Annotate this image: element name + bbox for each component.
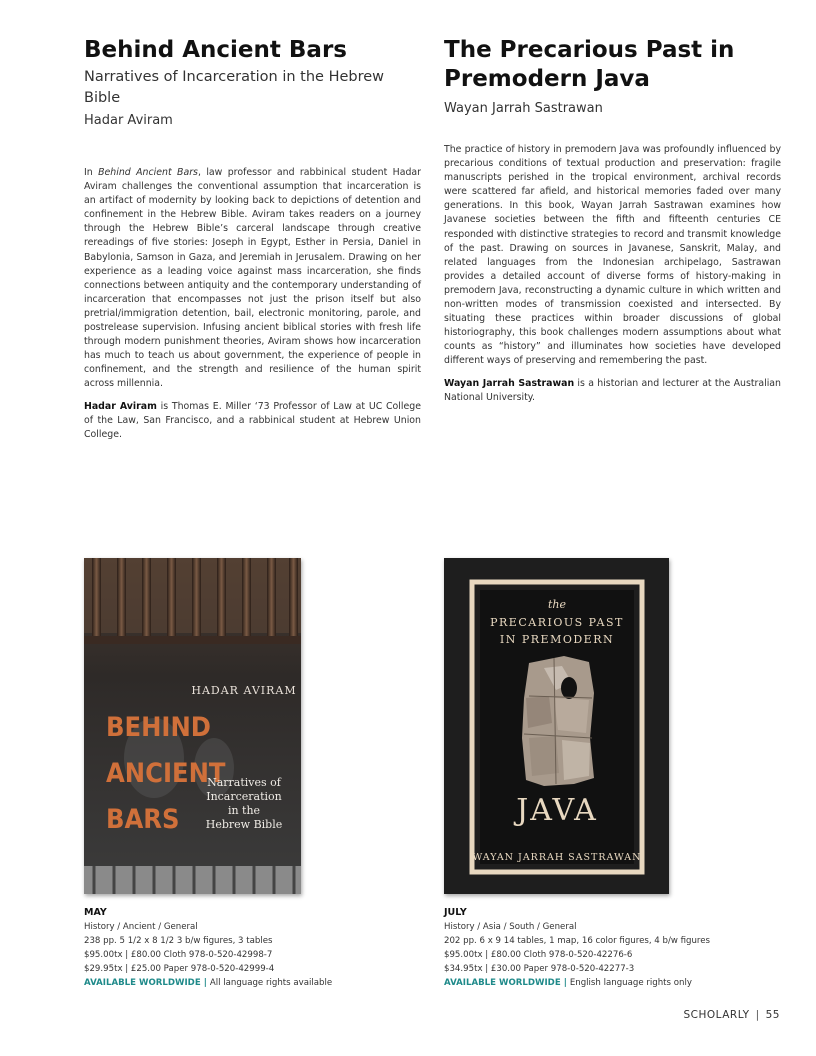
cover-art-stone-fragment bbox=[444, 558, 669, 894]
availability-line: AVAILABLE WORLDWIDE | All language rights available bbox=[84, 978, 333, 988]
paper-price: $29.95tx | £25.00 Paper 978-0-520-42999-4 bbox=[84, 964, 275, 974]
page-number: 55 bbox=[765, 1009, 780, 1021]
specs: 238 pp. 5 1/2 x 8 1/2 3 b/w figures, 3 tables bbox=[84, 936, 273, 946]
cover-big-title: JAVA bbox=[516, 793, 598, 828]
book-entry-precarious-past bbox=[444, 36, 781, 405]
book-description bbox=[84, 166, 421, 392]
cloth-price: $95.00tx | £80.00 Cloth 978-0-520-42998-7 bbox=[84, 950, 273, 960]
book-cover-behind-ancient-bars bbox=[84, 558, 301, 894]
author-bio-text: is a historian and lecturer at the Australian National University. bbox=[444, 377, 781, 403]
book-description: The practice of history in premodern Java was profoundly influenced by precarious conditions of textual production and preservation: fragile manuscripts perished in the tropical environment, archival records were scattered far afield, and historical memories faded over many generations. In this book, Wayan Jarrah Sastrawan examines how Javanese societies between the fifth and fifteenth centuries CE responded with distinctive strategies to record and transmit knowledge of the past. Drawing on sources in Javanese, Sanskrit, Malay, and related languages from the Indonesian archipelago, Sastrawan provides a detailed account of diverse forms of history-making in premodern Java, reconstructing a dynamic culture in which written and non-written modes of transmission coexisted and intersected. By situating these practices within broader discussions of global historiography, this book challenges modern assumptions about what counts as “history” and illuminates how societies have developed different ways of preserving and remembering the past. bbox=[444, 144, 781, 367]
paper-price: $34.95tx | £30.00 Paper 978-0-520-42277-3 bbox=[444, 964, 635, 974]
author-bio-name: Wayan Jarrah Sastrawan bbox=[444, 377, 575, 389]
stone-fragment-icon bbox=[522, 656, 594, 786]
cover-subtitle-line: in the bbox=[227, 804, 261, 817]
cover-title-line: BARS bbox=[106, 804, 180, 835]
author-bio bbox=[84, 400, 421, 442]
cover-line-2: IN PREMODERN bbox=[499, 633, 615, 646]
section-label: SCHOLARLY bbox=[683, 1009, 750, 1021]
category: History / Asia / South / General bbox=[444, 922, 577, 932]
book-cover-precarious-past bbox=[444, 558, 669, 894]
book-title: Behind Ancient Bars bbox=[84, 37, 347, 63]
description-body: , law professor and rabbinical student Hadar Aviram challenges the conventional assumption that incarceration is an artifact of modernity by looking back to depictions of detention and confinement in the Hebrew Bible. Aviram takes readers on a journey through the Hebrew Bible’s carceral landscape through creative rereadings of five stories: Joseph in Egypt, Esther in Persia, Daniel in Babylonia, Samson in Gaza, and Jeremiah in Jerusalem. Drawing on her experience as a leading voice against mass incarceration, she finds connections between antiquity and the contemporary understanding of incarceration that encompasses not just the prison itself but also pretrial/immigration detention, bail, electronic monitoring, parole, and postrelease supervision. Infusing ancient biblical stories with fresh life through modern punishment theories, Aviram shows how incarceration has much to teach us about government, the experience of people in confinement, and the strength and resilience of the human spirit across millennia. bbox=[84, 167, 422, 390]
author-bio-name: Hadar Aviram bbox=[84, 400, 157, 412]
cover-subtitle-line: Narratives of bbox=[207, 776, 281, 789]
release-month: JULY bbox=[444, 907, 467, 918]
description-intro: In bbox=[84, 167, 99, 178]
book-author: Hadar Aviram bbox=[84, 113, 173, 128]
book-author: Wayan Jarrah Sastrawan bbox=[444, 101, 603, 116]
description-italic-title: Behind Ancient Bars bbox=[98, 167, 198, 178]
cover-author: HADAR AVIRAM bbox=[191, 684, 297, 697]
cover-line-1: PRECARIOUS PAST bbox=[490, 616, 624, 629]
page-footer: SCHOLARLY | 55 bbox=[683, 1009, 780, 1021]
cover-author: WAYAN JARRAH SASTRAWAN bbox=[472, 852, 642, 863]
cover-title-line: BEHIND bbox=[106, 712, 211, 743]
release-month: MAY bbox=[84, 907, 107, 918]
cloth-price: $95.00tx | £80.00 Cloth 978-0-520-42276-6 bbox=[444, 950, 633, 960]
rights: All language rights available bbox=[209, 978, 333, 988]
cover-the: the bbox=[547, 598, 567, 611]
book-meta-july bbox=[444, 906, 710, 990]
cover-title-line: ANCIENT bbox=[106, 758, 226, 789]
cover-art-prison-bars bbox=[84, 558, 301, 894]
availability-line: AVAILABLE WORLDWIDE | English language rights only bbox=[444, 978, 692, 988]
author-bio-text: is Thomas E. Miller ‘73 Professor of Law at UC College of the Law, San Francisco, and a rabbinical student at Hebrew Union College. bbox=[84, 400, 421, 440]
book-meta-may bbox=[84, 906, 332, 990]
author-bio bbox=[444, 377, 781, 405]
rights: English language rights only bbox=[569, 978, 692, 988]
specs: 202 pp. 6 x 9 14 tables, 1 map, 16 color figures, 4 b/w figures bbox=[444, 936, 711, 946]
availability: AVAILABLE WORLDWIDE bbox=[444, 978, 561, 988]
book-subtitle: Narratives of Incarceration in the Hebrew Bible bbox=[84, 69, 385, 106]
book-title: The Precarious Past in Premodern Java bbox=[444, 37, 735, 92]
book-entry-behind-ancient-bars bbox=[84, 36, 421, 442]
cover-subtitle-line: Incarceration bbox=[206, 790, 282, 803]
cover-subtitle-line: Hebrew Bible bbox=[205, 818, 283, 831]
availability: AVAILABLE WORLDWIDE bbox=[84, 978, 201, 988]
category: History / Ancient / General bbox=[84, 922, 198, 932]
